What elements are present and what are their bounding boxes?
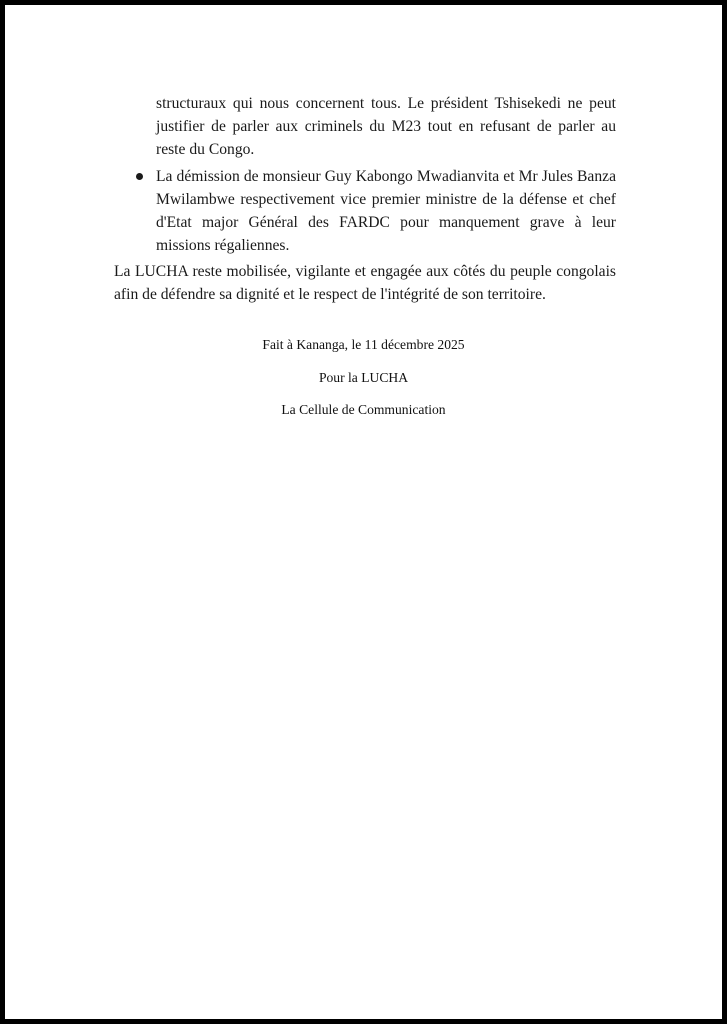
bullet-item-text: La démission de monsieur Guy Kabongo Mwadianvita et Mr Jules Banza Mwilambwe respectivement vice premier ministre de la défense et chef d'Etat major Général des FARDC pour manquement grave à leur missions régaliennes. [156, 168, 616, 254]
continuation-paragraph: structuraux qui nous concernent tous. Le président Tshisekedi ne peut justifier de parler aux criminels du M23 tout en refusant de parler au reste du Congo. [156, 95, 616, 158]
closing-paragraph: La LUCHA reste mobilisée, vigilante et engagée aux côtés du peuple congolais afin de défendre sa dignité et le respect de l'intégrité de son territoire. [114, 263, 616, 303]
signature-place-date: Fait à Kananga, le 11 décembre 2025 [262, 337, 465, 352]
document-page [5, 5, 722, 1019]
signature-organization: Pour la LUCHA [318, 370, 409, 385]
signature-cell: La Cellule de Communication [281, 402, 446, 417]
bullet-dot-icon [136, 173, 143, 180]
